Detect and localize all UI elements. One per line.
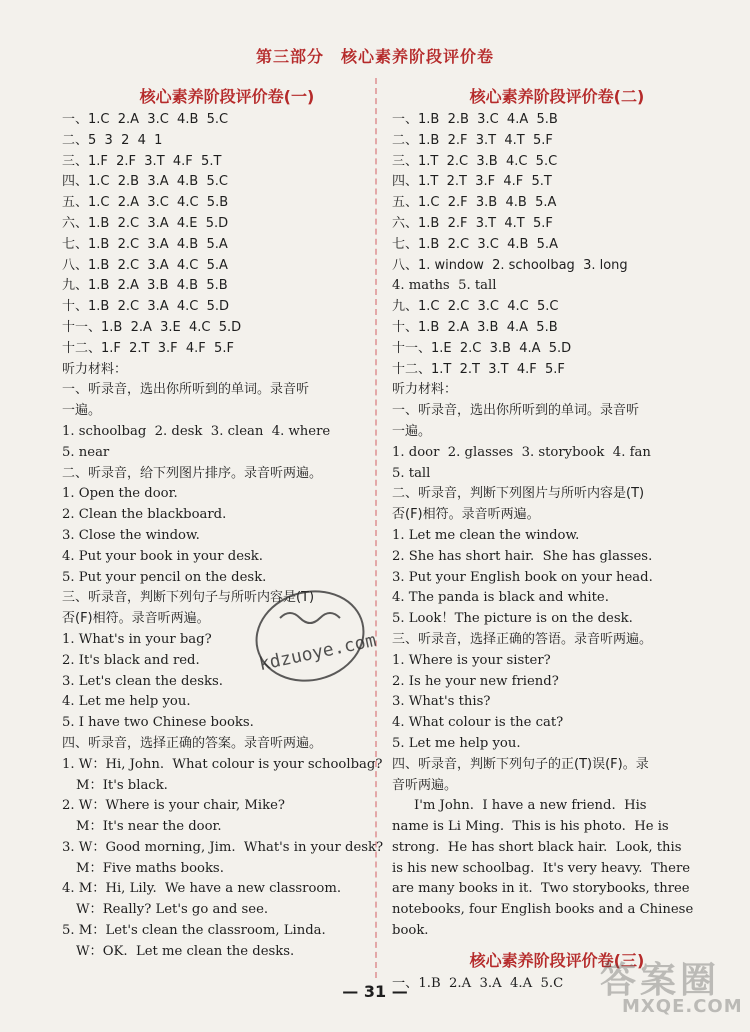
answer-line: 七、1.B 2.C 3.C 4.B 5.A [392, 236, 558, 252]
answer-line: 一遍。 [392, 423, 432, 439]
answer-line: 三、听录音，判断下列句子与所听内容是(T) [62, 590, 315, 606]
answer-line: 十二、1.T 2.T 3.T 4.F 5.F [392, 361, 565, 377]
answer-line: 三、1.T 2.C 3.B 4.C 5.C [392, 153, 558, 169]
answer-line: I'm John. I have a new friend. His [414, 798, 647, 814]
answer-line: 5. Put your pencil on the desk. [62, 569, 267, 585]
answer-line: 一遍。 [62, 403, 102, 419]
answer-line: 四、1.C 2.B 3.A 4.B 5.C [62, 174, 228, 190]
answer-line: 1. door 2. glasses 3. storybook 4. fan [392, 444, 651, 460]
answer-line: 二、1.B 2.F 3.T 4.T 5.F [392, 132, 553, 148]
answer-line: 2. Is he your new friend? [392, 673, 559, 689]
answer-line: 一、1.C 2.A 3.C 4.B 5.C [62, 112, 229, 127]
answer-line: 六、1.B 2.F 3.T 4.T 5.F [392, 215, 553, 231]
answer-line: 三、听录音，选择正确的答语。录音听两遍。 [392, 631, 653, 647]
answer-line: 2. Clean the blackboard. [62, 507, 227, 523]
answer-line: 5. Look！The picture is on the desk. [392, 611, 633, 627]
answer-line: 音听两遍。 [392, 777, 458, 793]
corner-logo-url: MXQE.COM [622, 996, 743, 1017]
answer-line: 3. Let's clean the desks. [62, 673, 223, 689]
left-answer-lines [62, 110, 392, 963]
answer-line: 3. W：Good morning, Jim. What's in your desk? [62, 839, 384, 855]
watermark-text: kdzuoye.com [257, 629, 379, 676]
answer-line: 2. She has short hair. She has glasses. [392, 548, 653, 564]
answer-line: M：Five maths books. [76, 860, 224, 876]
page-number: — 31 — [342, 982, 408, 1001]
answer-line: strong. He has short black hair. Look, this [392, 839, 682, 855]
answer-line: 二、听录音，判断下列图片与所听内容是(T) [392, 486, 645, 502]
answer-line: 1. Open the door. [62, 486, 178, 502]
section-title-3: 核心素养阶段评价卷(三) [469, 950, 645, 970]
part-title: 第三部分 核心素养阶段评价卷 [255, 47, 494, 66]
answer-line: 5. tall [392, 465, 431, 481]
answer-line: 十一、1.B 2.A 3.E 4.C 5.D [62, 319, 242, 335]
answer-line: 四、听录音，选择正确的答案。录音听两遍。 [62, 735, 323, 751]
answer-line: M：It's black. [76, 777, 168, 793]
answer-line: 二、5 3 2 4 1 [62, 132, 163, 148]
section-title-2: 核心素养阶段评价卷(二) [469, 87, 645, 106]
answer-line: 否(F)相符。录音听两遍。 [392, 507, 540, 523]
answer-line: 三、1.F 2.F 3.T 4.F 5.T [62, 153, 222, 169]
answer-line: 5. Let me help you. [392, 735, 521, 751]
answer-line: name is Li Ming. This is his photo. He is [392, 819, 669, 835]
answer-line: 十、1.B 2.A 3.B 4.A 5.B [392, 319, 558, 335]
answer-line: M：It's near the door. [76, 819, 222, 835]
answer-line: 十一、1.E 2.C 3.B 4.A 5.D [392, 340, 572, 356]
answer-line: 四、听录音，判断下列句子的正(T)误(F)。录 [392, 756, 649, 772]
answer-line: 4. Put your book in your desk. [62, 548, 263, 564]
right-answer-lines [392, 110, 722, 942]
answer-line: W：OK. Let me clean the desks. [76, 943, 295, 959]
answer-line: notebooks, four English books and a Chinese [392, 902, 694, 918]
answer-line: 4. M：Hi, Lily. We have a new classroom. [62, 881, 342, 897]
answer-line: 听力材料： [392, 382, 458, 398]
answer-line: 4. maths 5. tall [392, 278, 497, 294]
answer-line: 3. Put your English book on your head. [392, 569, 653, 585]
left-column [62, 84, 392, 963]
corner-logo [592, 952, 742, 1022]
answer-line: 八、1. window 2. schoolbag 3. long [392, 257, 628, 273]
answer-line: 九、1.C 2.C 3.C 4.C 5.C [392, 299, 559, 315]
answer-line: 1. Let me clean the window. [392, 527, 580, 543]
answer-line: 一、听录音，选出你所听到的单词。录音听 [62, 382, 310, 398]
answer-line: are many books in it. Two storybooks, three [392, 881, 690, 897]
right-column [392, 84, 722, 995]
answer-line: 3. What's this? [392, 694, 491, 710]
answer-line: 2. W：Where is your chair, Mike? [62, 798, 286, 814]
answer-line: 四、1.T 2.T 3.F 4.F 5.T [392, 174, 552, 190]
answer-line: 六、1.B 2.C 3.A 4.E 5.D [62, 215, 229, 231]
section-3-answer-line: 一、1.B 2.A 3.A 4.A 5.C [392, 975, 564, 991]
answer-line: 5. near [62, 444, 110, 460]
answer-line: is his new schoolbag. It's very heavy. There [392, 860, 691, 876]
answer-line: 1. Where is your sister? [392, 652, 551, 668]
answer-line: 七、1.B 2.C 3.A 4.B 5.A [62, 236, 228, 252]
answer-line: W：Really? Let's go and see. [76, 902, 269, 918]
answer-line: 八、1.B 2.C 3.A 4.C 5.A [62, 257, 228, 273]
section-title-1: 核心素养阶段评价卷(一) [139, 87, 315, 106]
answer-line: 二、听录音，给下列图片排序。录音听两遍。 [62, 465, 323, 481]
answer-line: 一、1.B 2.B 3.C 4.A 5.B [392, 112, 558, 127]
corner-logo-text: 答案圈 [600, 960, 721, 1001]
answer-line: 5. M：Let's clean the classroom, Linda. [62, 923, 326, 939]
answer-line: 5. I have two Chinese books. [62, 715, 254, 731]
answer-line: 九、1.B 2.A 3.B 4.B 5.B [62, 278, 228, 294]
answer-line: 1. What's in your bag? [62, 631, 212, 647]
answer-line: 五、1.C 2.A 3.C 4.C 5.B [62, 195, 229, 211]
answer-line: 1. W：Hi, John. What colour is your schoolbag? [62, 756, 383, 772]
answer-line: 4. The panda is black and white. [392, 590, 609, 606]
answer-line: 十、1.B 2.C 3.A 4.C 5.D [62, 299, 230, 315]
answer-line: 1. schoolbag 2. desk 3. clean 4. where [62, 423, 331, 439]
answer-line: 听力材料： [62, 361, 128, 377]
answer-line: 4. What colour is the cat? [392, 715, 564, 731]
answer-line: book. [392, 923, 429, 939]
answer-line: 2. It's black and red. [62, 652, 200, 668]
answer-line: 4. Let me help you. [62, 694, 191, 710]
answer-line: 否(F)相符。录音听两遍。 [62, 611, 210, 627]
answer-line: 3. Close the window. [62, 527, 200, 543]
answer-line: 一、听录音，选出你所听到的单词。录音听 [392, 403, 640, 419]
answer-line: 五、1.C 2.F 3.B 4.B 5.A [392, 195, 557, 211]
answer-line: 十二、1.F 2.T 3.F 4.F 5.F [62, 340, 234, 356]
